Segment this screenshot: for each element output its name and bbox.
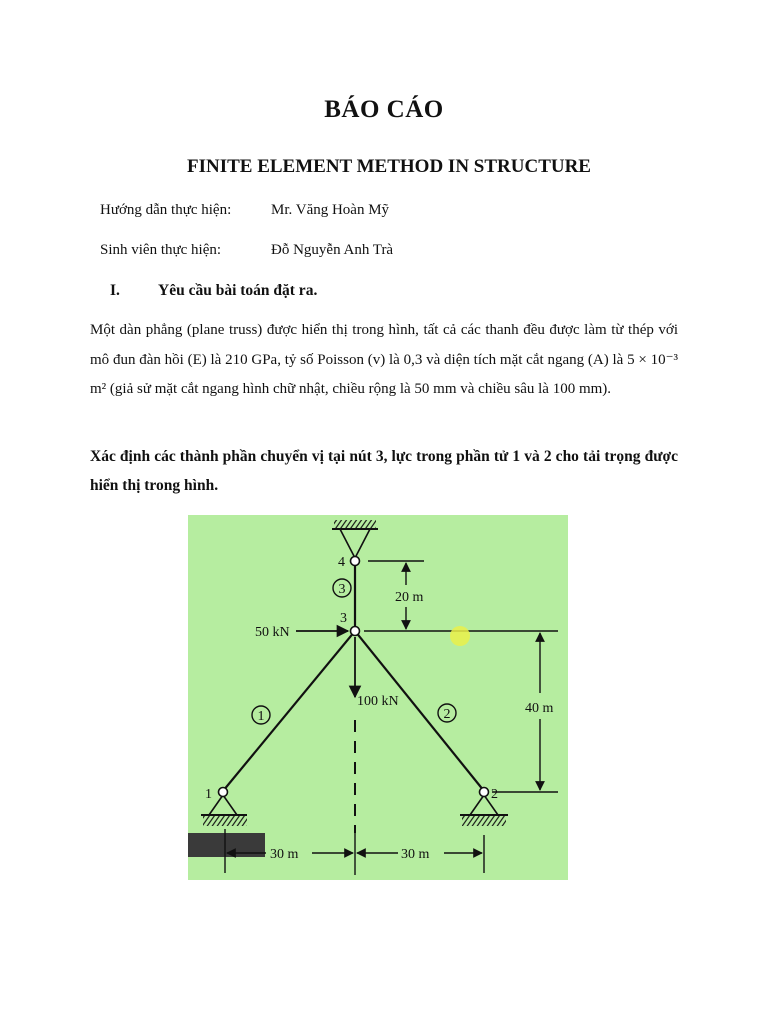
page-title: BÁO CÁO bbox=[324, 96, 444, 123]
node-1-label: 1 bbox=[205, 787, 212, 802]
page-subtitle: FINITE ELEMENT METHOD IN STRUCTURE bbox=[186, 156, 591, 177]
truss-figure bbox=[188, 515, 568, 880]
section-title: Yêu cầu bài toán đặt ra. bbox=[158, 282, 318, 299]
dim-left-label: 30 m bbox=[270, 847, 299, 862]
section-number: I. bbox=[110, 282, 120, 299]
load-horizontal-label: 50 kN bbox=[255, 625, 290, 640]
node-3-label: 3 bbox=[340, 611, 347, 626]
student-label: Sinh viên thực hiện: bbox=[100, 242, 222, 258]
task-statement: Xác định các thành phần chuyển vị tại nút 3, lực trong phần tử 1 và 2 cho tải trọng được hiển thị trong hình. bbox=[90, 448, 678, 494]
node-1 bbox=[219, 788, 228, 797]
dim-top-label: 20 m bbox=[395, 590, 424, 605]
truss-diagram bbox=[188, 515, 568, 880]
element-2-label: 2 bbox=[443, 707, 451, 722]
advisor-row bbox=[100, 202, 389, 219]
dim-right-label: 40 m bbox=[525, 701, 554, 716]
section-heading bbox=[110, 282, 317, 300]
element-3-label: 3 bbox=[338, 582, 346, 597]
load-vertical-label: 100 kN bbox=[357, 694, 399, 709]
element-1-label: 1 bbox=[257, 709, 265, 724]
node-3 bbox=[351, 627, 360, 636]
node-4-label: 4 bbox=[338, 555, 345, 570]
advisor-label: Hướng dẫn thực hiện: bbox=[100, 202, 232, 218]
dim-right-bottom-label: 30 m bbox=[401, 847, 430, 862]
node-4 bbox=[351, 557, 360, 566]
advisor-value: Mr. Văng Hoàn Mỹ bbox=[271, 202, 390, 218]
problem-paragraph: Một dàn phẳng (plane truss) được hiển thị trong hình, tất cả các thanh đều được làm từ thép với mô đun đàn hồi (E) là 210 GPa, tỷ số Poisson (v) là 0,3 và diện tích mặt cắt ngang (A) là 5 × 10⁻³ m² (giả sử mặt cắt ngang hình chữ nhật, chiều rộng là 50 mm và chiều sâu là 100 mm). bbox=[90, 322, 678, 397]
cursor-highlight bbox=[450, 626, 470, 646]
student-row bbox=[100, 242, 393, 259]
node-2 bbox=[480, 788, 489, 797]
student-value: Đỗ Nguyễn Anh Trà bbox=[271, 242, 394, 258]
node-2-label: 2 bbox=[491, 787, 498, 802]
